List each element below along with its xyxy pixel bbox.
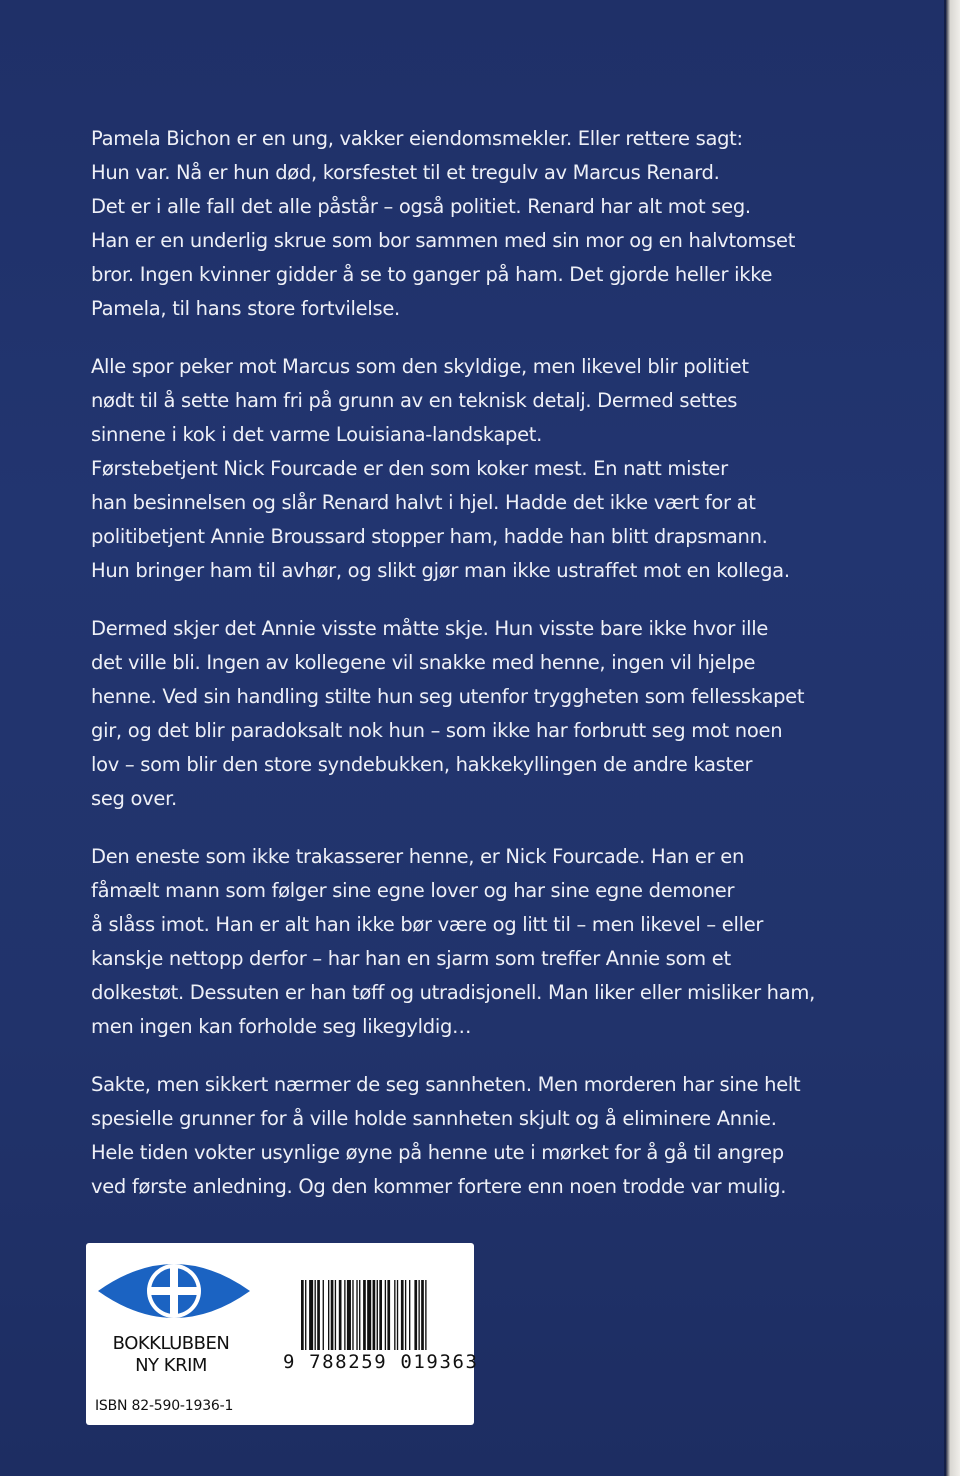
blurb-line: Pamela Bichon er en ung, vakker eiendomsmekler. Eller rettere sagt: bbox=[91, 127, 743, 150]
blurb-paragraph bbox=[91, 1068, 851, 1204]
barcode-number: 9 788259 019363 bbox=[283, 1351, 479, 1373]
blurb-line: Hun bringer ham til avhør, og slikt gjør man ikke ustraffet mot en kollega. bbox=[91, 559, 790, 582]
blurb-line: Førstebetjent Nick Fourcade er den som koker mest. En natt mister bbox=[91, 457, 728, 480]
blurb-line: fåmælt mann som følger sine egne lover og har sine egne demoner bbox=[91, 879, 735, 902]
blurb-paragraph bbox=[91, 612, 851, 816]
blurb-paragraph bbox=[91, 840, 851, 1044]
blurb-line: det ville bli. Ingen av kollegene vil snakke med henne, ingen vil hjelpe bbox=[91, 651, 756, 674]
blurb-line: Alle spor peker mot Marcus som den skyldige, men likevel blir politiet bbox=[91, 355, 749, 378]
isbn-label: ISBN 82-590-1936-1 bbox=[95, 1398, 234, 1414]
publisher-sticker bbox=[86, 1243, 479, 1425]
eye-cross-icon bbox=[94, 1251, 254, 1331]
blurb-line: han besinnelsen og slår Renard halvt i hjel. Hadde det ikke vært for at bbox=[91, 491, 756, 514]
blurb-line: kanskje nettopp derfor – har han en sjarm som treffer Annie som et bbox=[91, 947, 731, 970]
blurb-paragraph bbox=[91, 350, 851, 588]
blurb-line: lov – som blir den store syndebukken, hakkekyllingen de andre kaster bbox=[91, 753, 753, 776]
publisher-name-line1: BOKKLUBBEN bbox=[112, 1333, 230, 1354]
blurb-line: å slåss imot. Han er alt han ikke bør være og litt til – men likevel – eller bbox=[91, 913, 764, 936]
blurb-line: seg over. bbox=[91, 787, 177, 810]
blurb-line: Pamela, til hans store fortvilelse. bbox=[91, 297, 400, 320]
publisher-logo-block bbox=[86, 1243, 256, 1425]
blurb-line: sinnene i kok i det varme Louisiana-landskapet. bbox=[91, 423, 543, 446]
blurb-line: henne. Ved sin handling stilte hun seg utenfor tryggheten som fellesskapet bbox=[91, 685, 805, 708]
blurb-line: Det er i alle fall det alle påstår – også politiet. Renard har alt mot seg. bbox=[91, 195, 751, 218]
blurb-line: spesielle grunner for å ville holde sannheten skjult og å eliminere Annie. bbox=[91, 1107, 777, 1130]
blurb-line: Sakte, men sikkert nærmer de seg sannheten. Men morderen har sine helt bbox=[91, 1073, 801, 1096]
blurb-line: dolkestøt. Dessuten er han tøff og utradisjonell. Man liker eller misliker ham, bbox=[91, 981, 815, 1004]
blurb-line: Dermed skjer det Annie visste måtte skje. Hun visste bare ikke hvor ille bbox=[91, 617, 769, 640]
blurb-line: Han er en underlig skrue som bor sammen med sin mor og en halvtomset bbox=[91, 229, 796, 252]
blurb-line: Hele tiden vokter usynlige øyne på henne ute i mørket for å gå til angrep bbox=[91, 1141, 784, 1164]
publisher-name bbox=[96, 1333, 246, 1377]
blurb-line: Hun var. Nå er hun død, korsfestet til et tregulv av Marcus Renard. bbox=[91, 161, 720, 184]
blurb-line: gir, og det blir paradoksalt nok hun – som ikke har forbrutt seg mot noen bbox=[91, 719, 783, 742]
publisher-name-line2: NY KRIM bbox=[135, 1355, 207, 1376]
barcode bbox=[301, 1280, 471, 1398]
blurb-text bbox=[91, 122, 851, 1228]
cover-edge bbox=[946, 0, 960, 1476]
blurb-line: ved første anledning. Og den kommer fortere enn noen trodde var mulig. bbox=[91, 1175, 787, 1198]
blurb-line: Den eneste som ikke trakasserer henne, er Nick Fourcade. Han er en bbox=[91, 845, 745, 868]
blurb-line: men ingen kan forholde seg likegyldig… bbox=[91, 1015, 472, 1038]
blurb-line: politibetjent Annie Broussard stopper ham, hadde han blitt drapsmann. bbox=[91, 525, 768, 548]
blurb-line: bror. Ingen kvinner gidder å se to ganger på ham. Det gjorde heller ikke bbox=[91, 263, 773, 286]
blurb-paragraph bbox=[91, 122, 851, 326]
blurb-line: nødt til å sette ham fri på grunn av en teknisk detalj. Dermed settes bbox=[91, 389, 738, 412]
